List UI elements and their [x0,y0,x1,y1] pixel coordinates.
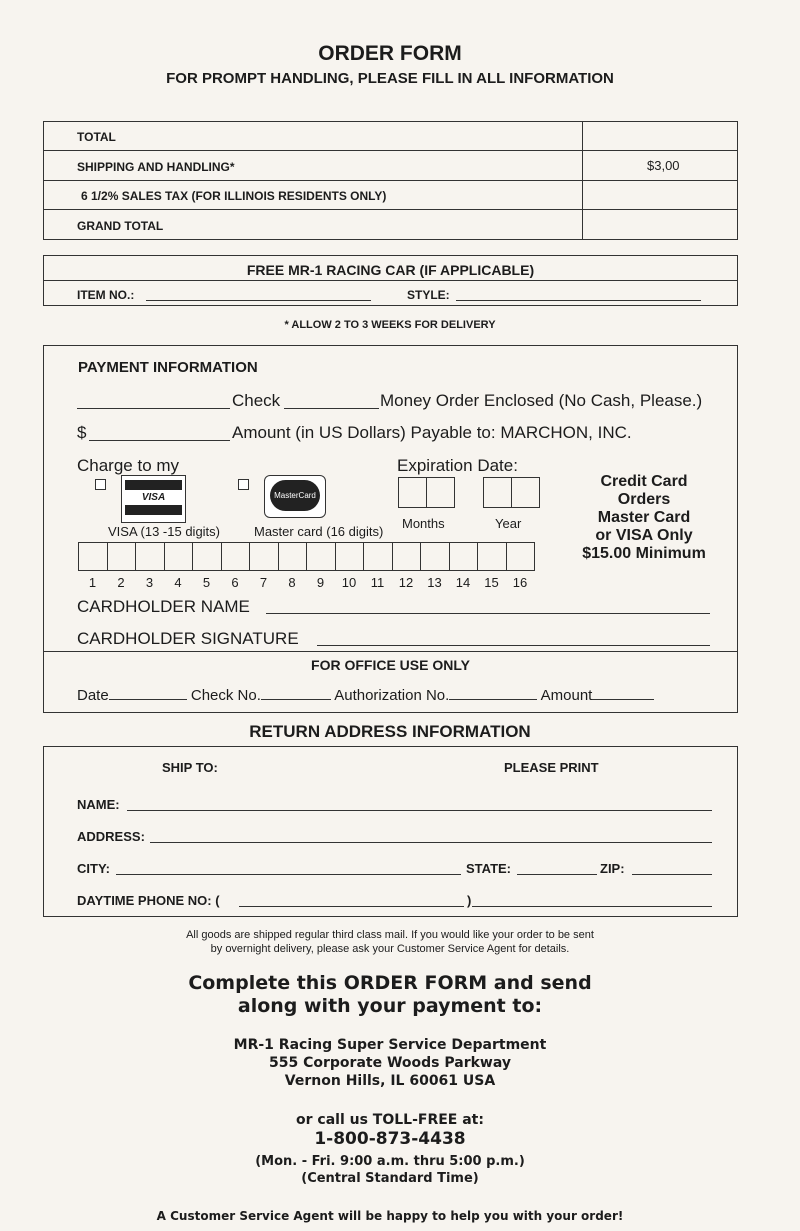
card-number-grid [78,542,536,592]
card-digit-number: 8 [288,575,296,590]
card-digit-box[interactable] [335,542,365,571]
call-text: or call us TOLL-FREE at: [296,1112,484,1128]
card-digit-box[interactable] [135,542,165,571]
mastercard-checkbox[interactable] [238,479,249,490]
shipping-note: All goods are shipped regular third class mail. If you would like your order to be sent by overnight delivery, please ask your Customer Service Agent for details. [186,929,594,955]
return-title: RETURN ADDRESS INFORMATION [249,722,531,741]
charge-label: Charge to my [77,456,180,475]
dollar-sign: $ [77,423,87,442]
card-digit-box[interactable] [107,542,137,571]
payment-section [43,345,738,713]
card-digit-box[interactable] [363,542,393,571]
free-car-section [43,255,738,306]
hours: (Mon. - Fri. 9:00 a.m. thru 5:00 p.m.) (Central Standard Time) [255,1154,525,1186]
complete-instruction: Complete this ORDER FORM and send along with your payment to: [188,972,592,1017]
card-digit-number: 7 [259,575,268,590]
expiration-label: Expiration Date: [397,456,518,475]
phone-close-paren: ) [467,893,472,908]
zip-field[interactable] [632,874,712,875]
address-field[interactable] [150,842,712,843]
style-field[interactable] [456,300,701,301]
visa-logo: VISA [121,475,186,523]
money-order-label: Money Order Enclosed (No Cash, Please.) [380,391,703,410]
money-order-field[interactable] [284,408,379,409]
state-field[interactable] [517,874,597,875]
mailing-address: MR-1 Racing Super Service Department 555 Corporate Woods Parkway Vernon Hills, IL 60061 USA [233,1037,547,1089]
card-digit-number: 6 [231,575,239,590]
city-field[interactable] [116,874,461,875]
card-digit-number: 4 [174,575,182,590]
free-car-title: FREE MR-1 RACING CAR (IF APPLICABLE) [246,262,535,278]
year-digit-2[interactable] [511,477,540,508]
card-digit-box[interactable] [278,542,308,571]
payment-title: PAYMENT INFORMATION [78,359,258,376]
help-text: A Customer Service Agent will be happy to help you with your order! [156,1209,624,1223]
phone-field-2[interactable] [472,906,712,907]
month-digit-2[interactable] [426,477,455,508]
visa-checkbox[interactable] [95,479,106,490]
amount-field[interactable] [89,440,230,441]
grand-total-label: GRAND TOTAL [77,219,164,233]
address-label: ADDRESS: [77,829,145,844]
state-label: STATE: [466,861,512,876]
card-digit-number: 13 [427,575,442,590]
name-field[interactable] [127,810,712,811]
year-digit-1[interactable] [483,477,512,508]
card-digit-box[interactable] [192,542,222,571]
check-label: Check [232,391,281,410]
card-digit-number: 5 [202,575,211,590]
item-no-label: ITEM NO.: [77,288,135,302]
card-digit-box[interactable] [164,542,194,571]
total-label: TOTAL [77,130,116,144]
return-address-section [43,746,738,917]
card-digit-box[interactable] [449,542,479,571]
card-digit-number: 11 [370,575,385,590]
card-digit-number: 14 [455,575,471,590]
shipping-value: $3,00 [647,158,680,173]
card-digit-box[interactable] [392,542,422,571]
card-digit-box[interactable] [506,542,536,571]
office-use-title: FOR OFFICE USE ONLY [311,657,470,673]
office-fields: Date Check No. Authorization No. Amount [77,687,654,704]
phone-label: DAYTIME PHONE NO: ( [77,893,220,908]
credit-card-note: Credit Card Orders Master Card or VISA Only $15.00 Minimum [582,473,706,562]
page-subtitle: FOR PROMPT HANDLING, PLEASE FILL IN ALL INFORMATION [166,70,614,87]
card-digit-number: 1 [88,575,97,590]
page-title: ORDER FORM [318,42,462,65]
card-digit-number: 9 [316,575,325,590]
totals-table [43,121,738,240]
ship-to-label: SHIP TO: [162,760,218,775]
card-digit-box[interactable] [78,542,108,571]
card-digit-number: 12 [398,575,414,590]
card-digit-number: 3 [145,575,154,590]
check-field[interactable] [77,408,230,409]
cardholder-signature-field[interactable] [317,645,710,646]
months-label: Months [402,516,445,531]
mastercard-digits-label: Master card (16 digits) [254,524,384,539]
name-label: NAME: [77,797,120,812]
mastercard-logo: MasterCard [264,475,326,518]
shipping-label: SHIPPING AND HANDLING* [77,160,235,174]
card-digit-number: 2 [117,575,125,590]
city-label: CITY: [77,861,110,876]
style-label: STYLE: [407,288,450,302]
delivery-note: * ALLOW 2 TO 3 WEEKS FOR DELIVERY [284,319,496,331]
card-digit-number: 16 [512,575,528,590]
please-print-label: PLEASE PRINT [504,760,599,775]
card-digit-box[interactable] [306,542,336,571]
amount-label: Amount (in US Dollars) Payable to: MARCHON, INC. [232,423,632,442]
visa-digits-label: VISA (13 -15 digits) [108,524,220,539]
cardholder-name-field[interactable] [266,613,710,614]
card-digit-box[interactable] [221,542,251,571]
zip-label: ZIP: [600,861,625,876]
phone-number[interactable]: 1-800-873-4438 [314,1129,466,1149]
sales-tax-label: 6 1/2% SALES TAX (FOR ILLINOIS RESIDENTS ONLY) [81,189,387,203]
cardholder-name-label: CARDHOLDER NAME [77,597,250,616]
card-digit-number: 10 [341,575,357,590]
item-no-field[interactable] [146,300,371,301]
month-digit-1[interactable] [398,477,427,508]
card-digit-number: 15 [484,575,499,590]
phone-field[interactable] [239,906,464,907]
card-digit-box[interactable] [420,542,450,571]
card-digit-box[interactable] [249,542,279,571]
cardholder-signature-label: CARDHOLDER SIGNATURE [77,629,299,648]
card-digit-box[interactable] [477,542,507,571]
year-label: Year [495,516,522,531]
